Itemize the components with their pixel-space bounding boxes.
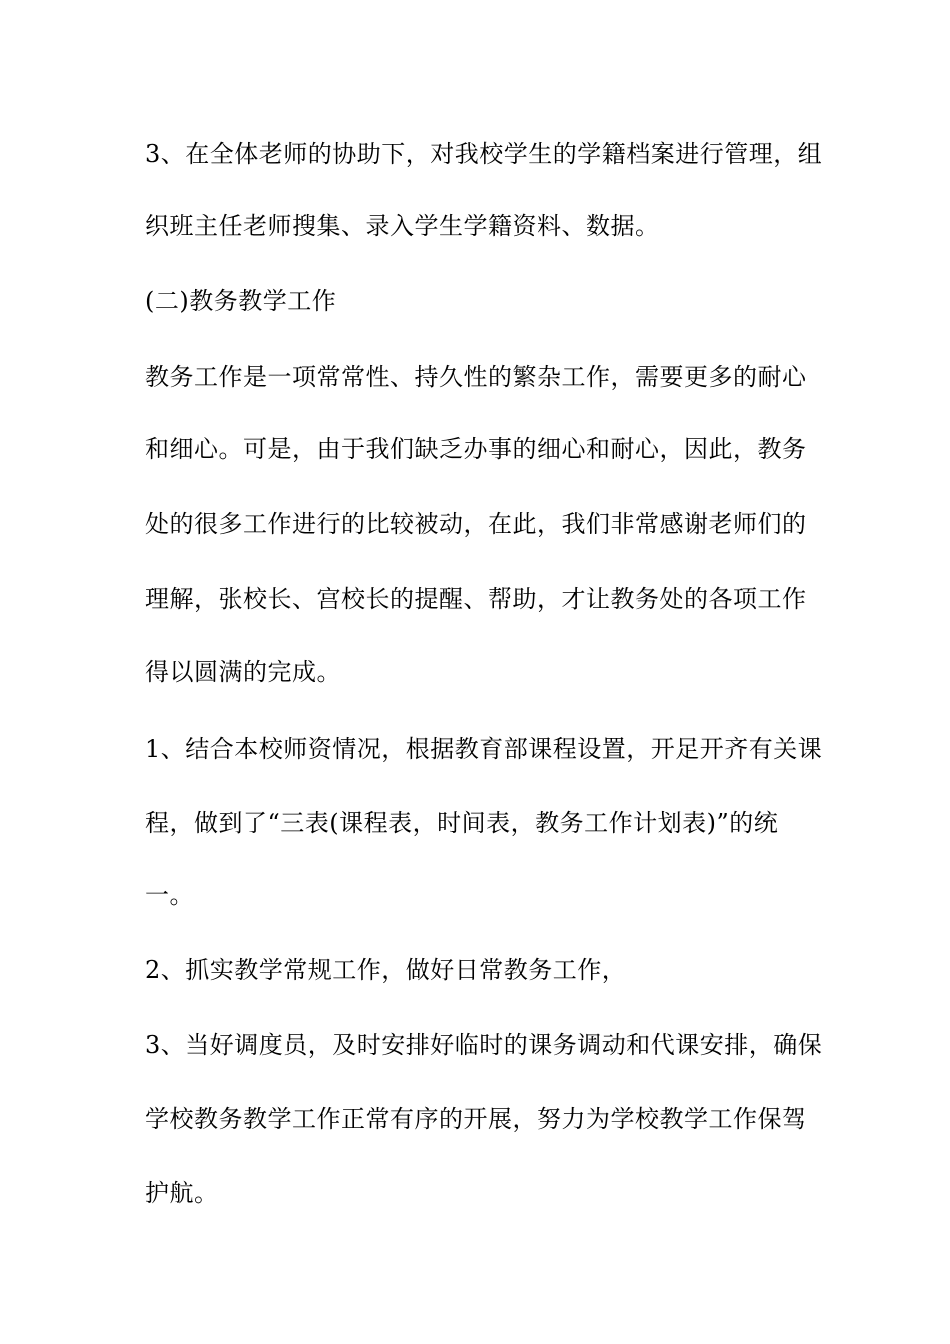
text-line: 学校教务教学工作正常有序的开展，努力为学校教学工作保驾 [145, 1105, 807, 1133]
text-line: 和细心。可是，由于我们缺乏办事的细心和耐心，因此，教务 [145, 435, 807, 463]
text-line: 2、抓实教学常规工作，做好日常教务工作， [145, 956, 627, 984]
text-line: 得以圆满的完成。 [145, 658, 341, 686]
text-line: 1、结合本校师资情况，根据教育部课程设置，开足开齐有关课 [145, 735, 823, 763]
text-line: 程，做到了“三表(课程表，时间表，教务工作计划表)”的统 [145, 809, 779, 837]
text-line: 教务工作是一项常常性、持久性的繁杂工作，需要更多的耐心 [145, 363, 807, 391]
text-line: 织班主任老师搜集、录入学生学籍资料、数据。 [145, 212, 660, 240]
text-line: 一。 [145, 881, 194, 909]
text-line: 3、在全体老师的协助下，对我校学生的学籍档案进行管理，组 [145, 140, 823, 168]
text-line: 3、当好调度员，及时安排好临时的课务调动和代课安排，确保 [145, 1031, 823, 1059]
text-line: 理解，张校长、宫校长的提醒、帮助，才让教务处的各项工作 [145, 585, 807, 613]
text-line: 处的很多工作进行的比较被动，在此，我们非常感谢老师们的 [145, 510, 807, 538]
section-heading: (二)教务教学工作 [145, 287, 337, 315]
text-line: 护航。 [145, 1179, 219, 1207]
